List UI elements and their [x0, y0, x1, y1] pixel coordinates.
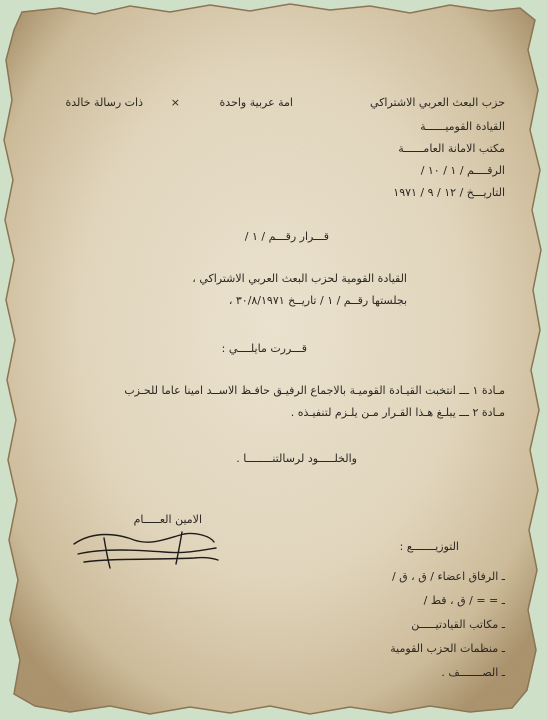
decided-heading: قـــررت مايلــــي : [221, 342, 307, 355]
decision-intro-line2: بجلستها رقــم / ١ / تاريــخ ٣٠/٨/١٩٧١ ، [228, 294, 407, 307]
decision-title: قـــرار رقـــم / ١ / [244, 230, 329, 243]
article-two: مـادة ٢ ـــ يبلـغ هـذا القـرار مـن يلـزم لتنفيـذه . [290, 406, 505, 419]
office-name: مكتب الامانة العامــــــة [398, 142, 505, 155]
slogan-separator: × [170, 96, 180, 109]
signatory-title: الامين العـــــام [133, 513, 202, 526]
distribution-item: ـ منظمات الحزب القومية [390, 642, 505, 655]
article-one: مـادة ١ ـــ انتخبت القيـادة القوميـة بالاجماع الرفيـق حافـظ الاســد امينا عاما للحـزب [124, 384, 505, 397]
handwritten-signature [64, 524, 224, 574]
slogan-two: ذات رسالة خالدة [65, 96, 143, 109]
reference-number: الرقــــم / ١ / ١٠ / [420, 164, 505, 177]
closing-line: والخلـــــود لرسالتنــــــــا . [236, 452, 357, 465]
decision-intro-line1: القيادة القومية لحزب البعث العربي الاشتراكي ، [192, 272, 407, 285]
party-name: حزب البعث العربي الاشتراكي [370, 96, 505, 109]
slogan-one: امة عربية واحدة [219, 96, 293, 109]
letterhead-row [35, 96, 505, 112]
distribution-heading: التوزيـــــــع : [399, 540, 459, 553]
command-name: القيادة القوميــــــة [420, 120, 505, 133]
distribution-item: ـ الرفاق اعضاء / ق ، ق / [391, 570, 505, 583]
distribution-item: ـ الصـــــــف . [441, 666, 505, 679]
reference-date: التاريـــخ / ١٢ / ٩ / ١٩٧١ [393, 186, 505, 199]
distribution-item: ـ = = / ق ، قط / [423, 594, 505, 607]
distribution-item: ـ مكاتب القيادتيـــــن [411, 618, 505, 631]
